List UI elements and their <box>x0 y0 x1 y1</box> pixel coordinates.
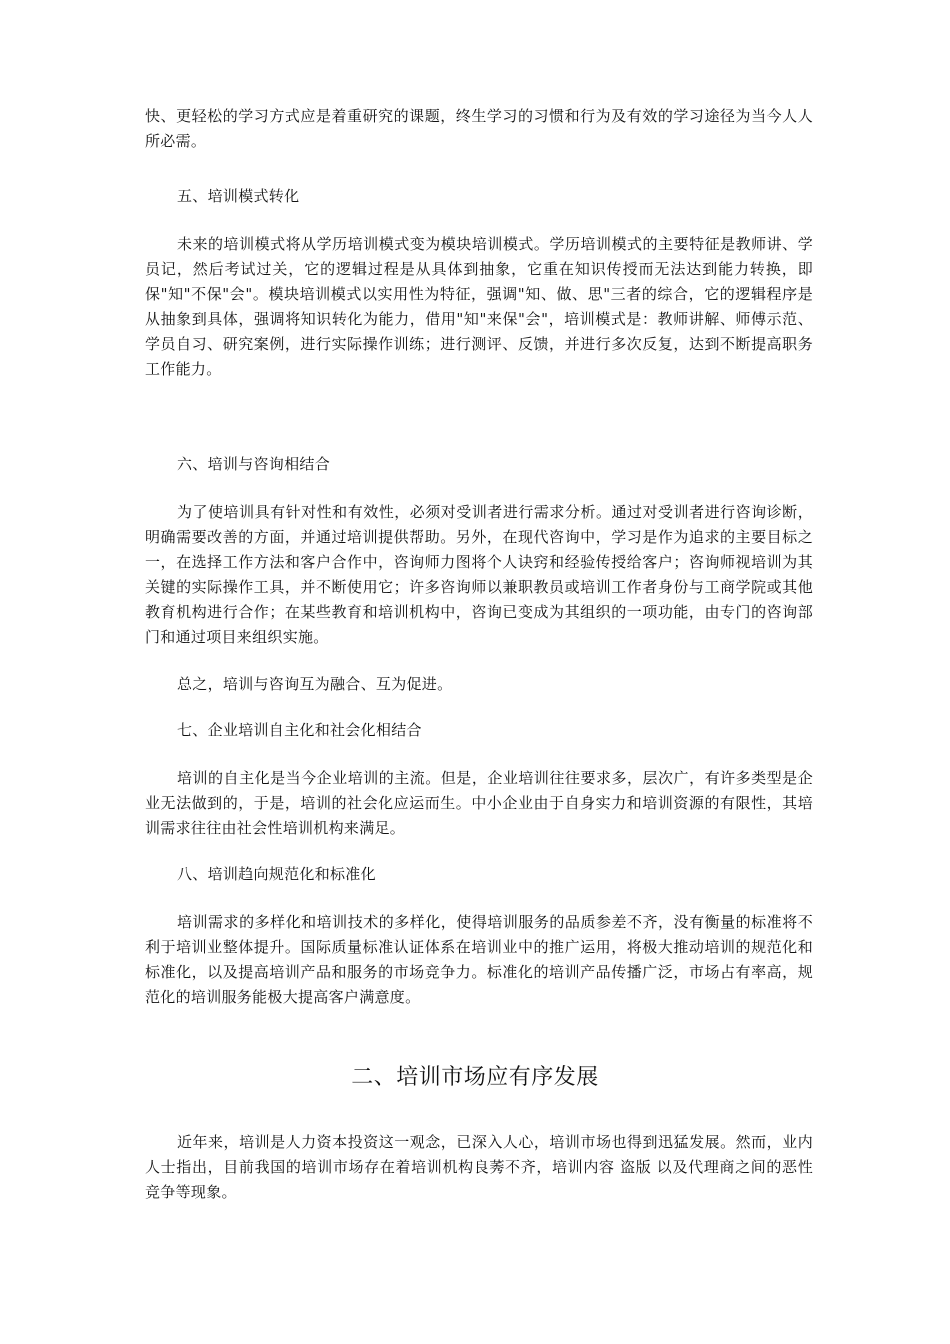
paragraph-standardization: 培训需求的多样化和培训技术的多样化，使得培训服务的品质参差不齐，没有衡量的标准将不利于培训业整体提升。国际质量标准认证体系在培训业中的推广运用，将极大推动培训的规范化和标准化，以及提高培训产品和服务的市场竞争力。标准化的培训产品传播广泛，市场占有率高，规范化的培训服务能极大提高客户满意度。 <box>145 913 813 1006</box>
paragraph-autonomy-socialization: 培训的自主化是当今企业培训的主流。但是，企业培训往往要求多，层次广，有许多类型是企业无法做到的，于是，培训的社会化应运而生。中小企业由于自身实力和培训资源的有限性，其培训需求往往由社会性培训机构来满足。 <box>145 769 813 837</box>
paragraph-training-consulting: 为了使培训具有针对性和有效性，必须对受训者进行需求分析。通过对受训者进行咨询诊断，明确需要改善的方面，并通过培训提供帮助。另外，在现代咨询中，学习是作为追求的主要目标之一，在选择工作方法和客户合作中，咨询师力图将个人诀窍和经验传授给客户；咨询师视培训为其关键的实际操作工具，并不断使用它；许多咨询师以兼职教员或培训工作者身份与工商学院或其他教育机构进行合作；在某些教育和培训机构中，咨询已变成为其组织的一项功能，由专门的咨询部门和通过项目来组织实施。 <box>145 503 813 646</box>
heading-training-mode: 五、培训模式转化 <box>177 187 300 205</box>
paragraph-learning-methods: 快、更轻松的学习方式应是着重研究的课题，终生学习的习惯和行为及有效的学习途径为当今人人所必需。 <box>145 107 813 150</box>
paragraph-summary: 总之，培训与咨询互为融合、互为促进。 <box>177 675 453 693</box>
heading-autonomy-socialization: 七、企业培训自主化和社会化相结合 <box>177 721 422 739</box>
section-title: 二、培训市场应有序发展 <box>351 1065 599 1090</box>
heading-training-consulting: 六、培训与咨询相结合 <box>177 455 331 473</box>
paragraph-market-development: 近年来，培训是人力资本投资这一观念，已深入人心，培训市场也得到迅猛发展。然而，业内人士指出，目前我国的培训市场存在着培训机构良莠不齐，培训内容 盗版 以及代理商之间的恶性竞争等现象。 <box>145 1133 813 1201</box>
paragraph-training-mode: 未来的培训模式将从学历培训模式变为模块培训模式。学历培训模式的主要特征是教师讲、学员记，然后考试过关，它的逻辑过程是从具体到抽象，它重在知识传授而无法达到能力转换，即保"知"不保"会"。模块培训模式以实用性为特征，强调"知、做、思"三者的综合，它的逻辑程序是从抽象到具体，强调将知识转化为能力，借用"知"来保"会"，培训模式是：教师讲解、师傅示范、学员自习、研究案例，进行实际操作训练；进行测评、反馈，并进行多次反复，达到不断提高职务工作能力。 <box>145 235 813 378</box>
heading-standardization: 八、培训趋向规范化和标准化 <box>177 865 376 883</box>
